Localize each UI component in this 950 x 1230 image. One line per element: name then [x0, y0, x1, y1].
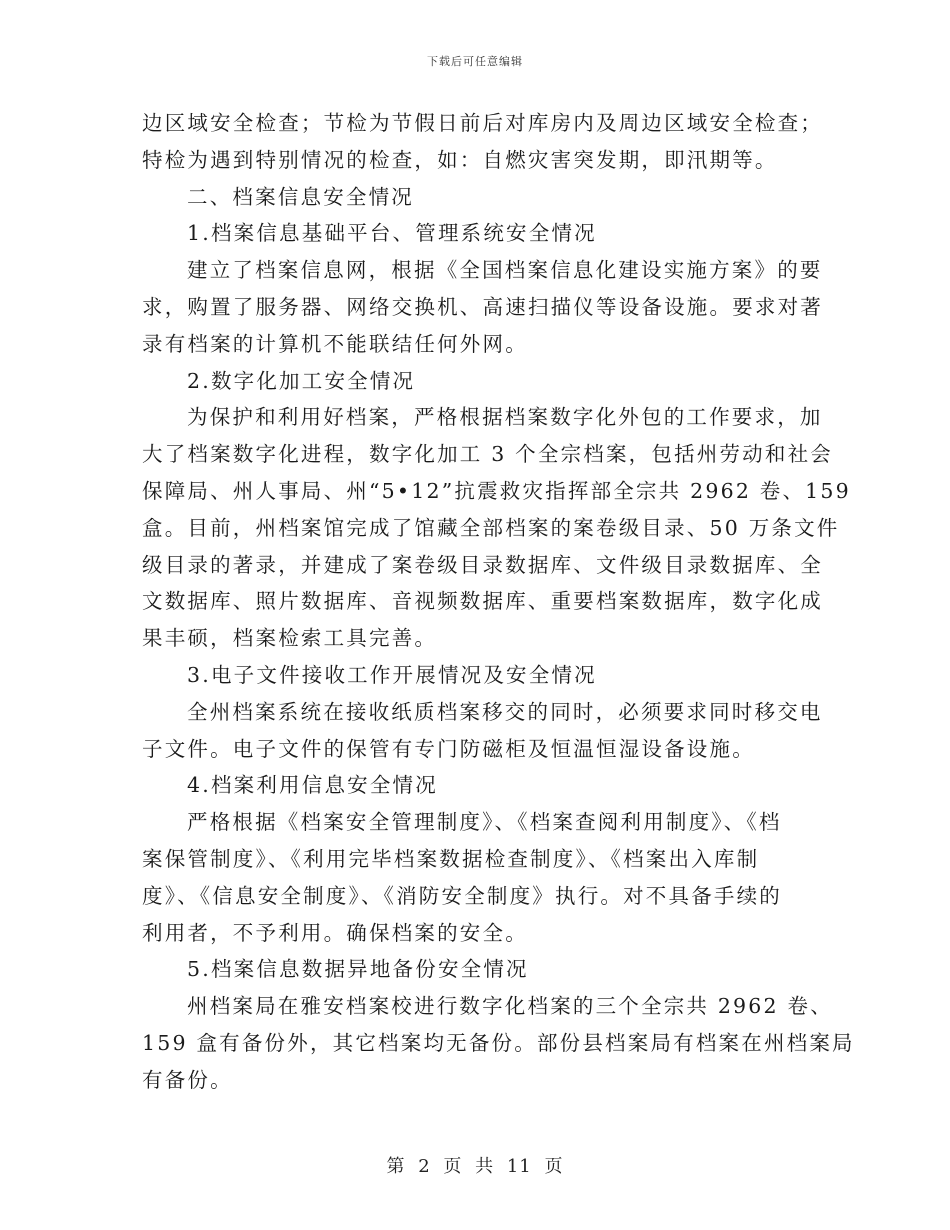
text-line: 度》、《信息安全制度》、《消防安全制度》执行。对不具备手续的	[142, 883, 782, 908]
text-line: 边区域安全检查；节检为节假日前后对库房内及周边区域安全检查；	[142, 111, 823, 135]
text-line: 求，购置了服务器、网络交换机、高速扫描仪等设备设施。要求对著	[142, 294, 823, 319]
text-line: 州档案局在雅安档案校进行数字化档案的三个全宗共 2962 卷、	[187, 994, 833, 1019]
text-line: 4.档案利用信息安全情况	[187, 773, 438, 798]
text-line: 大了档案数字化进程，数字化加工 3 个全宗档案，包括州劳动和社会	[142, 442, 833, 467]
text-line: 5.档案信息数据异地备份安全情况	[187, 957, 529, 982]
text-line: 子文件。电子文件的保管有专门防磁柜及恒温恒湿设备设施。	[142, 736, 755, 761]
text-line: 录有档案的计算机不能联结任何外网。	[142, 331, 528, 356]
page-number-footer: 第 2 页 共 11 页	[386, 1156, 564, 1177]
text-line: 有备份。	[142, 1067, 233, 1092]
text-line: 1.档案信息基础平台、管理系统安全情况	[187, 221, 597, 246]
text-line: 全州档案系统在接收纸质档案移交的同时，必须要求同时移交电	[187, 699, 823, 724]
document-body	[142, 105, 855, 1099]
text-line: 159 盒有备份外，其它档案均无备份。部份县档案局有档案在州档案局	[142, 1030, 855, 1055]
text-line: 盒。目前，州档案馆完成了馆藏全部档案的案卷级目录、50 万条文件	[142, 515, 840, 540]
text-line: 特检为遇到特别情况的检查，如：自燃灾害突发期，即汛期等。	[142, 147, 778, 172]
text-line: 级目录的著录，并建成了案卷级目录数据库、文件级目录数据库、全	[142, 552, 823, 577]
text-line: 保障局、州人事局、州“5•12”抗震救灾指挥部全宗共 2962 卷、159	[142, 478, 851, 503]
text-line: 案保管制度》、《利用完毕档案数据检查制度》、《档案出入库制	[142, 846, 760, 871]
text-line: 二、档案信息安全情况	[187, 184, 414, 209]
text-line: 利用者，不予利用。确保档案的安全。	[142, 920, 528, 945]
text-line: 文数据库、照片数据库、音视频数据库、重要档案数据库，数字化成	[142, 589, 823, 614]
text-line: 严格根据《档案安全管理制度》、《档案查阅利用制度》、《档	[187, 810, 782, 835]
page-header: 下载后可任意编辑	[427, 55, 523, 68]
text-line: 果丰硕，档案检索工具完善。	[142, 626, 438, 651]
text-line: 建立了档案信息网，根据《全国档案信息化建设实施方案》的要	[187, 258, 823, 283]
text-line: 2.数字化加工安全情况	[187, 368, 416, 393]
text-line: 为保护和利用好档案，严格根据档案数字化外包的工作要求，加	[187, 405, 823, 430]
text-line: 3.电子文件接收工作开展情况及安全情况	[187, 662, 597, 687]
